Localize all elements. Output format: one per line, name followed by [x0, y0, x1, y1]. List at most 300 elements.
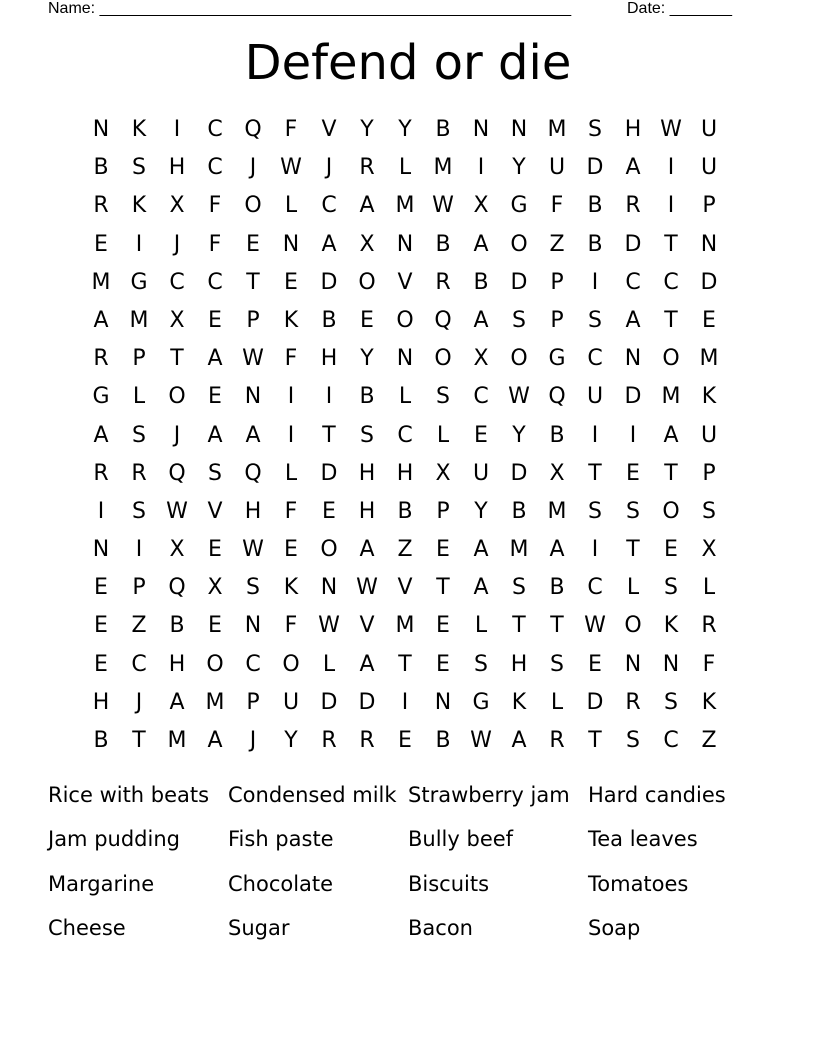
grid-cell: J — [325, 155, 333, 181]
grid-cell: Y — [474, 498, 488, 524]
grid-cell: J — [249, 155, 257, 181]
grid-cell: H — [358, 498, 376, 524]
grid-cell: R — [625, 193, 641, 219]
grid-cell: C — [207, 269, 223, 295]
grid-cell: K — [283, 307, 299, 333]
grid-cell: I — [135, 537, 143, 563]
word-list-item: Fish paste — [228, 827, 334, 852]
grid-cell: B — [397, 498, 413, 524]
grid-cell: X — [473, 346, 489, 372]
grid-cell: B — [435, 231, 451, 257]
grid-cell: U — [700, 422, 718, 448]
grid-cell: L — [436, 422, 450, 448]
grid-row — [82, 187, 728, 225]
grid-row — [82, 607, 728, 645]
grid-cell: M — [205, 689, 225, 715]
grid-cell: R — [93, 346, 109, 372]
grid-cell: S — [550, 651, 564, 677]
grid-cell: I — [667, 193, 675, 219]
grid-row — [82, 264, 728, 302]
grid-cell: S — [664, 575, 678, 601]
grid-cell: E — [284, 269, 298, 295]
grid-cell: V — [359, 613, 375, 639]
grid-row — [82, 149, 728, 187]
grid-cell: N — [700, 231, 718, 257]
grid-cell: O — [244, 193, 262, 219]
grid-cell: R — [625, 689, 641, 715]
grid-cell: D — [358, 689, 376, 715]
grid-cell: K — [283, 575, 299, 601]
grid-cell: L — [626, 575, 640, 601]
grid-cell: N — [624, 346, 642, 372]
grid-cell: U — [282, 689, 300, 715]
grid-cell: O — [662, 346, 680, 372]
grid-cell: N — [320, 575, 338, 601]
grid-cell: A — [625, 307, 641, 333]
grid-cell: B — [321, 307, 337, 333]
grid-cell: S — [664, 689, 678, 715]
grid-cell: N — [396, 346, 414, 372]
grid-cell: X — [207, 575, 223, 601]
grid-cell: R — [93, 460, 109, 486]
grid-row — [82, 722, 728, 760]
grid-cell: A — [93, 422, 109, 448]
grid-cell: C — [169, 269, 185, 295]
grid-cell: R — [701, 613, 717, 639]
grid-cell: C — [473, 384, 489, 410]
word-list-item: Chocolate — [228, 871, 334, 896]
grid-cell: N — [624, 651, 642, 677]
grid-cell: P — [702, 193, 716, 219]
grid-cell: U — [700, 155, 718, 181]
grid-cell: J — [249, 728, 257, 753]
grid-cell: E — [398, 728, 412, 753]
word-list-item: Rice with beats — [48, 783, 210, 807]
grid-cell: E — [94, 613, 108, 639]
grid-cell: L — [398, 384, 412, 410]
grid-cell: A — [207, 728, 223, 753]
grid-cell: V — [397, 269, 413, 295]
grid-cell: W — [242, 537, 264, 563]
grid-cell: E — [436, 537, 450, 563]
grid-cell: B — [93, 155, 109, 181]
grid-cell: S — [246, 575, 260, 601]
grid-row — [82, 455, 728, 493]
grid-cell: B — [93, 728, 109, 753]
grid-cell: O — [396, 307, 414, 333]
grid-row — [82, 569, 728, 607]
grid-cell: P — [702, 460, 716, 486]
grid-cell: H — [244, 498, 262, 524]
grid-cell: D — [586, 689, 604, 715]
grid-cell: O — [358, 269, 376, 295]
grid-cell: X — [169, 537, 185, 563]
grid-cell: M — [91, 269, 111, 295]
grid-cell: L — [284, 460, 298, 486]
word-list-item: Tea leaves — [588, 827, 698, 852]
grid-cell: E — [208, 384, 222, 410]
grid-cell: S — [132, 155, 146, 181]
grid-cell: D — [586, 155, 604, 181]
grid-cell: F — [284, 117, 298, 142]
grid-cell: I — [591, 269, 599, 295]
grid-cell: H — [358, 460, 376, 486]
grid-cell: M — [167, 728, 187, 753]
grid-cell: L — [702, 575, 716, 601]
grid-cell: C — [245, 651, 261, 677]
grid-cell: C — [207, 117, 223, 142]
grid-cell: S — [474, 651, 488, 677]
word-list — [48, 779, 768, 956]
grid-cell: J — [173, 422, 181, 448]
grid-cell: M — [547, 498, 567, 524]
grid-cell: I — [97, 498, 105, 524]
grid-cell: L — [284, 193, 298, 219]
grid-cell: H — [320, 346, 338, 372]
grid-cell: Q — [548, 384, 566, 410]
grid-cell: W — [470, 728, 492, 753]
grid-cell: P — [132, 346, 146, 372]
grid-cell: B — [549, 575, 565, 601]
grid-row — [82, 302, 728, 340]
grid-row — [82, 646, 728, 684]
grid-cell: X — [549, 460, 565, 486]
grid-cell: N — [92, 117, 110, 142]
grid-cell: N — [396, 231, 414, 257]
grid-cell: E — [436, 651, 450, 677]
grid-cell: G — [92, 384, 110, 410]
grid-cell: X — [701, 537, 717, 563]
grid-cell: P — [550, 307, 564, 333]
grid-cell: O — [282, 651, 300, 677]
grid-cell: D — [510, 460, 528, 486]
grid-cell: X — [473, 193, 489, 219]
grid-cell: G — [130, 269, 148, 295]
grid-cell: B — [511, 498, 527, 524]
grid-cell: B — [435, 117, 451, 142]
grid-cell: N — [244, 613, 262, 639]
grid-cell: K — [131, 117, 147, 142]
grid-cell: O — [168, 384, 186, 410]
grid-cell: R — [549, 728, 565, 753]
grid-cell: I — [287, 422, 295, 448]
grid-cell: E — [702, 307, 716, 333]
grid-cell: B — [549, 422, 565, 448]
grid-cell: C — [663, 269, 679, 295]
grid-cell: D — [624, 384, 642, 410]
grid-cell: S — [626, 498, 640, 524]
grid-cell: C — [587, 575, 603, 601]
word-list-item: Biscuits — [408, 871, 490, 896]
grid-cell: W — [166, 498, 188, 524]
grid-cell: M — [547, 117, 567, 142]
grid-cell: O — [510, 346, 528, 372]
grid-cell: C — [587, 346, 603, 372]
grid-cell: N — [282, 231, 300, 257]
word-list-item: Cheese — [48, 915, 126, 940]
grid-cell: K — [701, 384, 717, 410]
grid-cell: U — [472, 460, 490, 486]
grid-cell: S — [132, 422, 146, 448]
date-field: Date: _______ — [627, 0, 732, 17]
grid-cell: C — [625, 269, 641, 295]
grid-cell: Q — [244, 117, 262, 142]
grid-cell: Y — [360, 117, 374, 142]
grid-cell: I — [401, 689, 409, 715]
word-list-item: Bully beef — [408, 827, 514, 852]
grid-cell: D — [700, 269, 718, 295]
word-list-item: Soap — [588, 915, 641, 940]
grid-row — [82, 417, 728, 455]
word-list-item: Margarine — [48, 871, 155, 896]
grid-cell: A — [359, 193, 375, 219]
grid-cell: A — [625, 155, 641, 181]
grid-cell: D — [624, 231, 642, 257]
grid-row — [82, 684, 728, 722]
grid-row — [82, 340, 728, 378]
grid-cell: B — [587, 231, 603, 257]
grid-cell: B — [359, 384, 375, 410]
grid-cell: B — [473, 269, 489, 295]
grid-cell: E — [284, 537, 298, 563]
grid-cell: A — [473, 575, 489, 601]
grid-cell: F — [208, 193, 222, 219]
grid-cell: I — [591, 422, 599, 448]
grid-cell: V — [207, 498, 223, 524]
grid-cell: C — [663, 728, 679, 753]
grid-cell: N — [510, 117, 528, 142]
grid-cell: S — [132, 498, 146, 524]
grid-cell: S — [702, 498, 716, 524]
grid-row — [82, 531, 728, 569]
grid-cell: T — [436, 575, 450, 601]
grid-cell: S — [626, 728, 640, 753]
grid-cell: Y — [512, 422, 526, 448]
grid-cell: C — [321, 193, 337, 219]
grid-cell: V — [321, 117, 337, 142]
grid-cell: H — [168, 651, 186, 677]
grid-cell: M — [395, 613, 415, 639]
word-list-item: Hard candies — [588, 783, 726, 807]
word-list-item: Condensed milk — [228, 783, 397, 807]
grid-cell: B — [169, 613, 185, 639]
grid-cell: E — [94, 575, 108, 601]
grid-cell: Z — [549, 231, 565, 257]
grid-cell: I — [591, 537, 599, 563]
grid-cell: S — [588, 307, 602, 333]
grid-cell: O — [510, 231, 528, 257]
grid-cell: C — [397, 422, 413, 448]
grid-cell: F — [550, 193, 564, 219]
grid-cell: T — [550, 613, 564, 639]
grid-cell: H — [168, 155, 186, 181]
grid-cell: T — [246, 269, 260, 295]
grid-cell: R — [359, 155, 375, 181]
grid-cell: W — [280, 155, 302, 181]
grid-cell: I — [325, 384, 333, 410]
grid-row — [82, 226, 728, 264]
grid-cell: Y — [398, 117, 412, 142]
grid-cell: P — [550, 269, 564, 295]
grid-cell: W — [584, 613, 606, 639]
grid-cell: G — [510, 193, 528, 219]
grid-cell: A — [359, 651, 375, 677]
grid-cell: Z — [397, 537, 413, 563]
grid-cell: W — [432, 193, 454, 219]
grid-cell: L — [132, 384, 146, 410]
grid-cell: F — [208, 231, 222, 257]
grid-cell: T — [322, 422, 336, 448]
grid-cell: X — [435, 460, 451, 486]
grid-cell: L — [474, 613, 488, 639]
grid-cell: A — [321, 231, 337, 257]
letter-grid — [82, 111, 728, 760]
grid-cell: N — [472, 117, 490, 142]
grid-cell: M — [509, 537, 529, 563]
grid-cell: W — [660, 117, 682, 142]
word-list-item: Sugar — [228, 915, 290, 940]
grid-cell: F — [284, 498, 298, 524]
grid-cell: L — [398, 155, 412, 181]
grid-cell: Q — [168, 575, 186, 601]
grid-cell: L — [550, 689, 564, 715]
grid-cell: T — [664, 307, 678, 333]
grid-cell: M — [661, 384, 681, 410]
grid-cell: Q — [434, 307, 452, 333]
grid-cell: D — [320, 269, 338, 295]
grid-cell: E — [436, 613, 450, 639]
grid-cell: S — [588, 498, 602, 524]
grid-cell: M — [699, 346, 719, 372]
grid-cell: E — [94, 651, 108, 677]
grid-cell: I — [135, 231, 143, 257]
grid-cell: R — [321, 728, 337, 753]
grid-cell: D — [510, 269, 528, 295]
grid-cell: M — [129, 307, 149, 333]
grid-cell: A — [473, 537, 489, 563]
grid-cell: S — [360, 422, 374, 448]
grid-cell: S — [512, 575, 526, 601]
grid-cell: X — [169, 193, 185, 219]
grid-cell: Y — [512, 155, 526, 181]
grid-cell: P — [246, 307, 260, 333]
grid-cell: E — [322, 498, 336, 524]
grid-cell: G — [472, 689, 490, 715]
grid-cell: H — [92, 689, 110, 715]
grid-cell: O — [662, 498, 680, 524]
grid-cell: E — [94, 231, 108, 257]
grid-cell: E — [208, 307, 222, 333]
grid-cell: I — [477, 155, 485, 181]
grid-cell: F — [284, 613, 298, 639]
grid-row — [82, 111, 728, 149]
grid-cell: A — [359, 537, 375, 563]
grid-cell: T — [132, 728, 146, 753]
grid-cell: T — [626, 537, 640, 563]
grid-cell: R — [435, 269, 451, 295]
grid-cell: E — [474, 422, 488, 448]
grid-cell: O — [206, 651, 224, 677]
grid-cell: I — [629, 422, 637, 448]
grid-cell: I — [667, 155, 675, 181]
grid-cell: A — [245, 422, 261, 448]
grid-cell: M — [433, 155, 453, 181]
grid-cell: T — [664, 231, 678, 257]
grid-cell: H — [624, 117, 642, 142]
grid-cell: W — [242, 346, 264, 372]
grid-cell: I — [287, 384, 295, 410]
grid-cell: E — [588, 651, 602, 677]
grid-cell: S — [588, 117, 602, 142]
grid-cell: R — [93, 193, 109, 219]
grid-cell: K — [701, 689, 717, 715]
grid-cell: E — [360, 307, 374, 333]
grid-cell: X — [169, 307, 185, 333]
name-field: Name: _____________________________________________________ — [48, 0, 572, 17]
grid-cell: B — [435, 728, 451, 753]
grid-cell: A — [207, 346, 223, 372]
grid-cell: Q — [168, 460, 186, 486]
grid-cell: E — [664, 537, 678, 563]
grid-cell: W — [356, 575, 378, 601]
grid-cell: T — [398, 651, 412, 677]
grid-cell: J — [173, 231, 181, 257]
word-list-item: Tomatoes — [588, 871, 689, 896]
grid-cell: R — [359, 728, 375, 753]
grid-cell: F — [702, 651, 716, 677]
grid-cell: O — [320, 537, 338, 563]
grid-cell: N — [92, 537, 110, 563]
grid-cell: W — [318, 613, 340, 639]
grid-cell: B — [587, 193, 603, 219]
word-list-item: Bacon — [408, 915, 473, 940]
grid-cell: P — [246, 689, 260, 715]
page-title: Defend or die — [244, 35, 572, 91]
grid-cell: A — [207, 422, 223, 448]
grid-cell: E — [208, 537, 222, 563]
grid-cell: S — [208, 460, 222, 486]
grid-row — [82, 378, 728, 416]
grid-row — [82, 493, 728, 531]
grid-cell: Z — [131, 613, 147, 639]
word-list-item: Strawberry jam — [408, 783, 570, 807]
grid-cell: K — [663, 613, 679, 639]
grid-cell: U — [700, 117, 718, 142]
header-line — [48, 0, 748, 20]
grid-cell: H — [396, 460, 414, 486]
grid-cell: W — [508, 384, 530, 410]
grid-cell: A — [473, 231, 489, 257]
grid-cell: A — [473, 307, 489, 333]
word-list-item: Jam pudding — [48, 827, 180, 852]
grid-cell: X — [359, 231, 375, 257]
grid-cell: K — [511, 689, 527, 715]
grid-cell: A — [549, 537, 565, 563]
grid-cell: T — [664, 460, 678, 486]
grid-cell: T — [588, 460, 602, 486]
grid-cell: G — [548, 346, 566, 372]
grid-cell: N — [434, 689, 452, 715]
grid-cell: P — [132, 575, 146, 601]
grid-cell: T — [512, 613, 526, 639]
grid-cell: T — [170, 346, 184, 372]
grid-cell: Q — [244, 460, 262, 486]
grid-cell: J — [135, 689, 143, 715]
grid-cell: O — [624, 613, 642, 639]
grid-cell: F — [284, 346, 298, 372]
grid-cell: D — [320, 460, 338, 486]
grid-cell: E — [246, 231, 260, 257]
